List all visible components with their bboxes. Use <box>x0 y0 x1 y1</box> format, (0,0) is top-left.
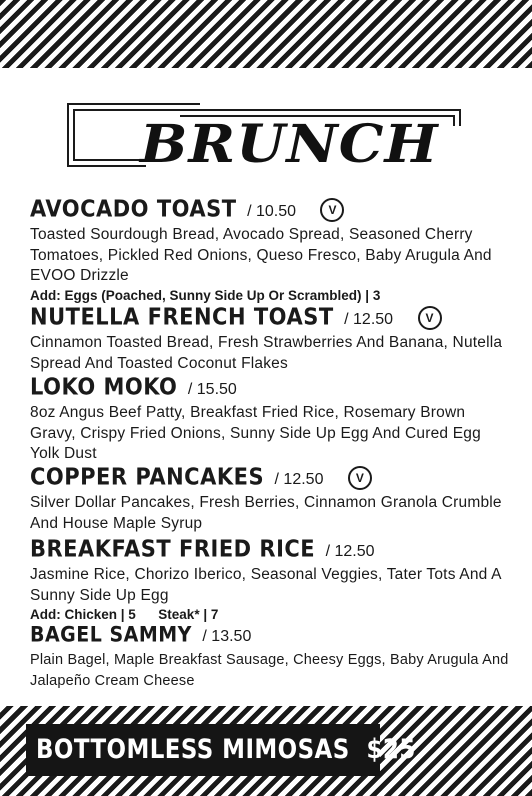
item-add-on: Add: Eggs (Poached, Sunny Side Up Or Scrambled) | 3 <box>30 287 381 303</box>
item-description: Toasted Sourdough Bread, Avocado Spread, Seasoned Cherry Tomatoes, Pickled Red Onions, Queso Fresco, Baby Arugula And EVOO Drizzle <box>30 226 492 284</box>
vegetarian-icon: V <box>348 466 372 490</box>
item-price: / 15.50 <box>187 381 237 398</box>
item-price: / 10.50 <box>247 203 297 220</box>
menu-item-copper-pancakes <box>30 464 510 534</box>
vegetarian-icon: V <box>418 306 442 330</box>
item-name: LOKO MOKO <box>30 373 178 401</box>
title-block <box>0 0 532 190</box>
item-add-on: Add: Chicken | 5 Steak* | 7 <box>30 607 219 622</box>
menu-item-loko-moko <box>30 374 510 465</box>
menu-item-avocado-toast <box>30 196 510 305</box>
menu-title: BRUNCH <box>140 114 439 175</box>
item-name: BAGEL SAMMY <box>30 622 192 648</box>
item-price: / 12.50 <box>274 471 324 488</box>
item-name: COPPER PANCAKES <box>30 463 265 491</box>
item-description: 8oz Angus Beef Patty, Breakfast Fried Rice, Rosemary Brown Gravy, Crispy Fried Onions, Sunny Side Up Egg And Cured Egg Yolk Dust <box>30 404 481 462</box>
vegetarian-icon: V <box>320 198 344 222</box>
item-name: NUTELLA FRENCH TOAST <box>30 303 334 331</box>
menu-item-nutella-french-toast <box>30 304 510 374</box>
item-description: Cinnamon Toasted Bread, Fresh Strawberries And Banana, Nutella Spread And Toasted Coconut Flakes <box>30 334 503 372</box>
menu-item-breakfast-fried-rice <box>30 536 510 624</box>
item-description: Plain Bagel, Maple Breakfast Sausage, Cheesy Eggs, Baby Arugula And Jalapeño Cream Cheese <box>30 652 509 689</box>
item-price: / 12.50 <box>344 311 394 328</box>
item-name: AVOCADO TOAST <box>30 195 237 223</box>
item-description: Silver Dollar Pancakes, Fresh Berries, Cinnamon Granola Crumble And House Maple Syrup <box>30 494 502 532</box>
item-price: / 12.50 <box>325 543 375 560</box>
menu-item-bagel-sammy <box>30 622 510 691</box>
item-name: BREAKFAST FRIED RICE <box>30 535 316 563</box>
banner-text: BOTTOMLESS MIMOSAS $25 <box>36 734 416 765</box>
mimosa-banner <box>26 724 416 776</box>
item-price: / 13.50 <box>202 628 252 645</box>
item-description: Jasmine Rice, Chorizo Iberico, Seasonal Veggies, Tater Tots And A Sunny Side Up Egg <box>30 566 501 604</box>
